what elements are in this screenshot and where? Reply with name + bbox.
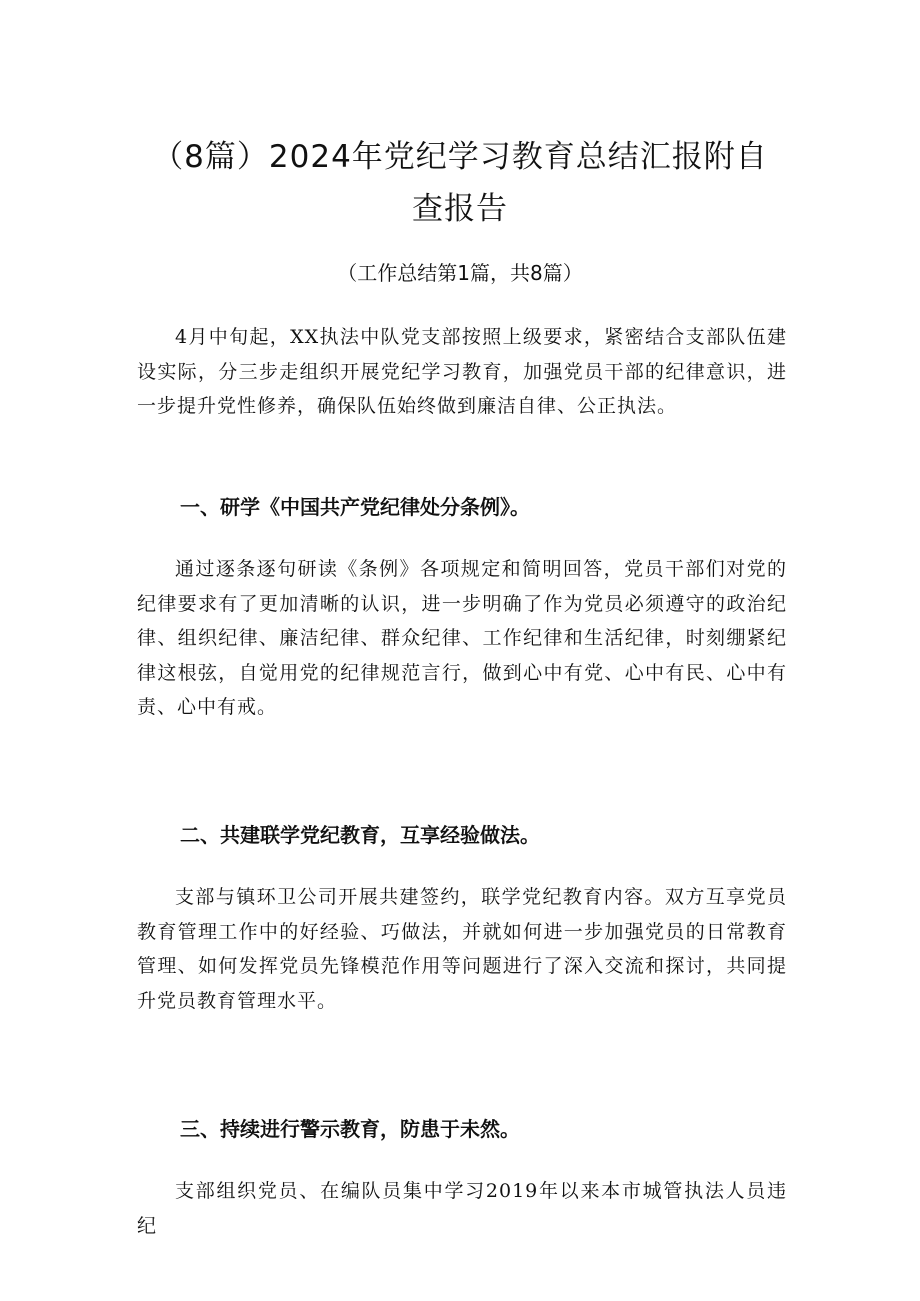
section-3-paragraph: 支部组织党员、在编队员集中学习2019年以来本市城管执法人员违纪 [137,1180,787,1237]
section-3-heading: 三、持续进行警示教育，防患于未然。 [180,1117,520,1141]
intro-paragraph: 4月中旬起，XX执法中队党支部按照上级要求，紧密结合支部队伍建设实际，分三步走组织开展党纪学习教育，加强党员干部的纪律意识，进一步提升党性修养，确保队伍始终做到廉洁自律、公正执法。 [137,326,787,417]
document-subtitle: （工作总结第1篇，共8篇） [337,261,583,285]
section-2-heading: 二、共建联学党纪教育，互享经验做法。 [180,823,540,847]
section-2-paragraph: 支部与镇环卫公司开展共建签约，联学党纪教育内容。双方互享党员教育管理工作中的好经验、巧做法，并就如何进一步加强党员的日常教育管理、如何发挥党员先锋模范作用等问题进行了深入交流和探讨，共同提升党员教育管理水平。 [137,886,787,1012]
section-1-heading: 一、研学《中国共产党纪律处分条例》。 [180,495,530,519]
document-title: （8篇）2024年党纪学习教育总结汇报附自查报告 [152,138,768,227]
section-1-paragraph: 通过逐条逐句研读《条例》各项规定和简明回答，党员干部们对党的纪律要求有了更加清晰的认识，进一步明确了作为党员必须遵守的政治纪律、组织纪律、廉洁纪律、群众纪律、工作纪律和生活纪律，时刻绷紧纪律这根弦，自觉用党的纪律规范言行，做到心中有党、心中有民、心中有责、心中有戒。 [137,558,787,718]
